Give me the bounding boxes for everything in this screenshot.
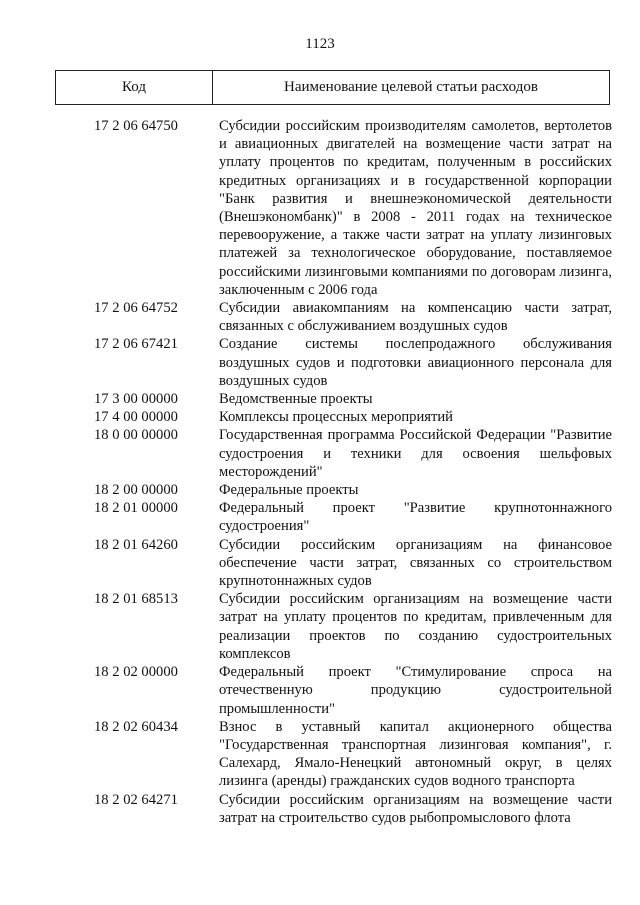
row-text: Субсидии российским производителям самолетов, вертолетов и авиационных двигателей на возмещение части затрат на уплату процентов по кредитам, полученным в российских кредитных организациях и в государственной корпорации "Банк развития и внешнеэкономической деятельности (Внешэкономбанк)" в 2008 - 2011 годах на техническое перевооружение, а также части затрат на уплату лизинговых платежей за технологическое оборудование, поставляемое российскими лизинговыми компаниями по договорам лизинга, заключенным с 2006 года <box>219 118 612 298</box>
row-text: Ведомственные проекты <box>219 391 373 408</box>
table-row <box>0 536 640 591</box>
row-text: Федеральный проект "Стимулирование спроса на отечественную продукцию судостроительной промышленности" <box>219 664 612 717</box>
row-code: 18 2 02 00000 <box>94 664 178 681</box>
row-text: Комплексы процессных мероприятий <box>219 409 453 426</box>
row-code: 17 2 06 67421 <box>94 336 178 353</box>
row-code: 18 2 01 00000 <box>94 500 178 517</box>
table-row <box>0 299 640 335</box>
table-row <box>0 408 640 426</box>
row-code: 18 2 00 00000 <box>94 482 178 499</box>
table-row <box>0 499 640 535</box>
row-text: Субсидии российским организациям на финансовое обеспечение части затрат, связанных со строительством крупнотоннажных судов <box>219 536 612 590</box>
table-body <box>0 117 640 827</box>
row-text: Федеральный проект "Развитие крупнотоннажного судостроения" <box>219 500 612 535</box>
row-code: 18 2 02 60434 <box>94 718 178 735</box>
table-header <box>55 70 610 105</box>
header-name: Наименование целевой статьи расходов <box>284 79 538 95</box>
table-row <box>0 481 640 499</box>
row-text: Государственная программа Российской Федерации "Развитие судостроения и техники для освоения шельфовых месторождений" <box>219 427 612 480</box>
row-text: Субсидии российским организациям на возмещение части затрат на строительство судов рыбопромыслового флота <box>219 791 612 826</box>
row-text: Федеральные проекты <box>219 482 359 499</box>
row-code: 17 2 06 64750 <box>94 118 178 134</box>
row-code: 18 2 01 68513 <box>94 591 178 608</box>
table-row <box>0 663 640 718</box>
table-row <box>0 390 640 408</box>
table-row <box>0 590 640 663</box>
row-text: Создание системы послепродажного обслуживания воздушных судов и подготовки авиационного персонала для воздушных судов <box>219 336 612 389</box>
row-text: Взнос в уставный капитал акционерного общества "Государственная транспортная лизинговая компания", г. Салехард, Ямало-Ненецкий автономный округ, в целях лизинга (аренды) гражданских судов водного транспорта <box>219 718 612 790</box>
page-number: 1123 <box>305 36 335 52</box>
row-text: Субсидии авиакомпаниям на компенсацию части затрат, связанных с обслуживанием воздушных судов <box>219 300 612 335</box>
table-row <box>0 426 640 481</box>
row-text: Субсидии российским организациям на возмещение части затрат на уплату процентов по кредитам, привлеченным для реализации проектов по созданию судостроительных комплексов <box>219 591 612 662</box>
row-code: 18 2 02 64271 <box>94 791 178 808</box>
row-code: 17 2 06 64752 <box>94 300 178 317</box>
row-code: 17 4 00 00000 <box>94 409 178 426</box>
row-code: 18 2 01 64260 <box>94 536 178 553</box>
table-row <box>0 718 640 791</box>
row-code: 18 0 00 00000 <box>94 427 178 444</box>
table-row <box>0 335 640 390</box>
row-code: 17 3 00 00000 <box>94 391 178 408</box>
table-row <box>0 791 640 827</box>
header-code: Код <box>56 71 213 104</box>
table-row <box>0 117 640 299</box>
